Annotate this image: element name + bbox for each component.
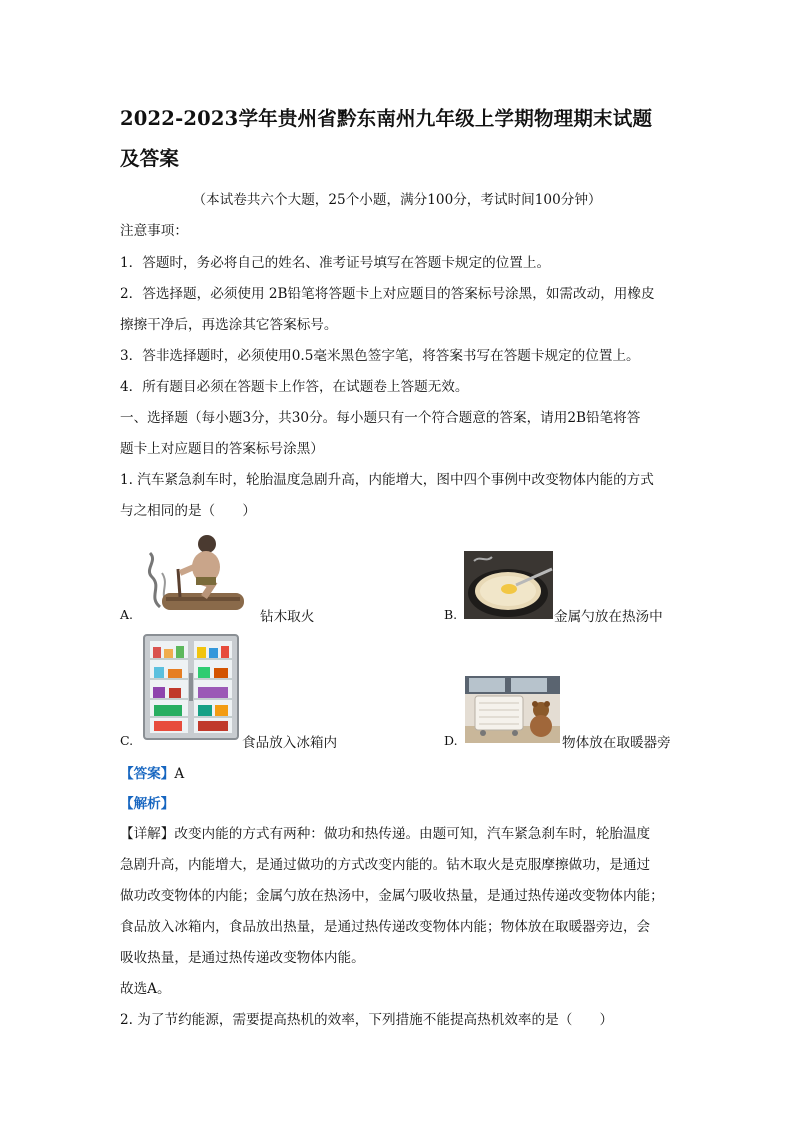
notice-heading: 注意事项： — [120, 223, 188, 239]
detail-tag: 【详解】 — [120, 826, 175, 842]
answer-row — [120, 762, 184, 782]
option-b-text: 金属勺放在热汤中 — [554, 609, 663, 625]
fire-drilling-picture — [140, 527, 245, 617]
detail-line-1 — [120, 822, 650, 842]
question-1-line2: 与之相同的是（ ） — [120, 503, 256, 519]
detail-text-1: 改变内能的方式有两种：做功和热传递。由题可知，汽车紧急刹车时，轮胎温度 — [174, 826, 651, 842]
option-c-label: C. — [120, 733, 134, 748]
answer-value: A — [174, 766, 185, 782]
option-d-text: 物体放在取暖器旁 — [562, 735, 671, 751]
section-heading-line2: 题卡上对应题目的答案标号涂黑） — [120, 441, 324, 457]
notice-item-2-cont: 擦擦干净后，再选涂其它答案标号。 — [120, 317, 338, 333]
question-2-line1: 2. 为了节约能源，需要提高热机的效率，下列措施不能提高热机效率的是（ ） — [120, 1012, 614, 1028]
detail-line-4: 食品放入冰箱内，食品放出热量，是通过热传递改变物体内能；物体放在取暖器旁边，会 — [120, 919, 651, 935]
document-title-line1: 2022-2023学年贵州省黔东南州九年级上学期物理期末试题 — [120, 107, 653, 130]
exam-note: （本试卷共六个大题，25个小题，满分100分，考试时间100分钟） — [192, 192, 602, 208]
detail-line-2: 急剧升高，内能增大，是通过做功的方式改变内能的。钻木取火是克服摩擦做功，是通过 — [120, 857, 651, 873]
notice-item-3: 3．答非选择题时，必须使用0.5毫米黑色签字笔，将答案书写在答题卡规定的位置上。 — [120, 348, 640, 364]
option-d-label: D. — [444, 733, 458, 748]
option-b-label: B. — [444, 607, 458, 622]
detail-line-3: 做功改变物体的内能；金属勺放在热汤中，金属勺吸收热量，是通过热传递改变物体内能； — [120, 888, 664, 904]
option-c-text: 食品放入冰箱内 — [242, 735, 338, 751]
detail-line-5: 吸收热量，是通过热传递改变物体内能。 — [120, 950, 365, 966]
option-a-label: A. — [120, 607, 134, 622]
analysis-row — [120, 792, 174, 812]
notice-item-1: 1．答题时，务必将自己的姓名、准考证号填写在答题卡规定的位置上。 — [120, 255, 551, 271]
notice-item-2: 2．答选择题，必须使用 2B铅笔将答题卡上对应题目的答案标号涂黑，如需改动，用橡皮 — [120, 286, 655, 302]
notice-item-4: 4．所有题目必须在答题卡上作答，在试题卷上答题无效。 — [120, 379, 469, 395]
question-1-line1: 1. 汽车紧急刹车时，轮胎温度急剧升高，内能增大，图中四个事例中改变物体内能的方式 — [120, 472, 654, 488]
conclusion: 故选A。 — [120, 981, 171, 997]
option-a-text: 钻木取火 — [260, 609, 315, 625]
spoon-in-soup-picture — [464, 551, 553, 619]
document-title-line2: 及答案 — [120, 147, 180, 170]
heater-picture — [465, 676, 560, 743]
refrigerator-picture — [142, 633, 240, 743]
answer-tag: 【答案】 — [120, 766, 175, 782]
analysis-tag: 【解析】 — [120, 796, 175, 812]
section-heading-line1: 一、选择题（每小题3分，共30分。每小题只有一个符合题意的答案，请用2B铅笔将答 — [120, 410, 641, 426]
